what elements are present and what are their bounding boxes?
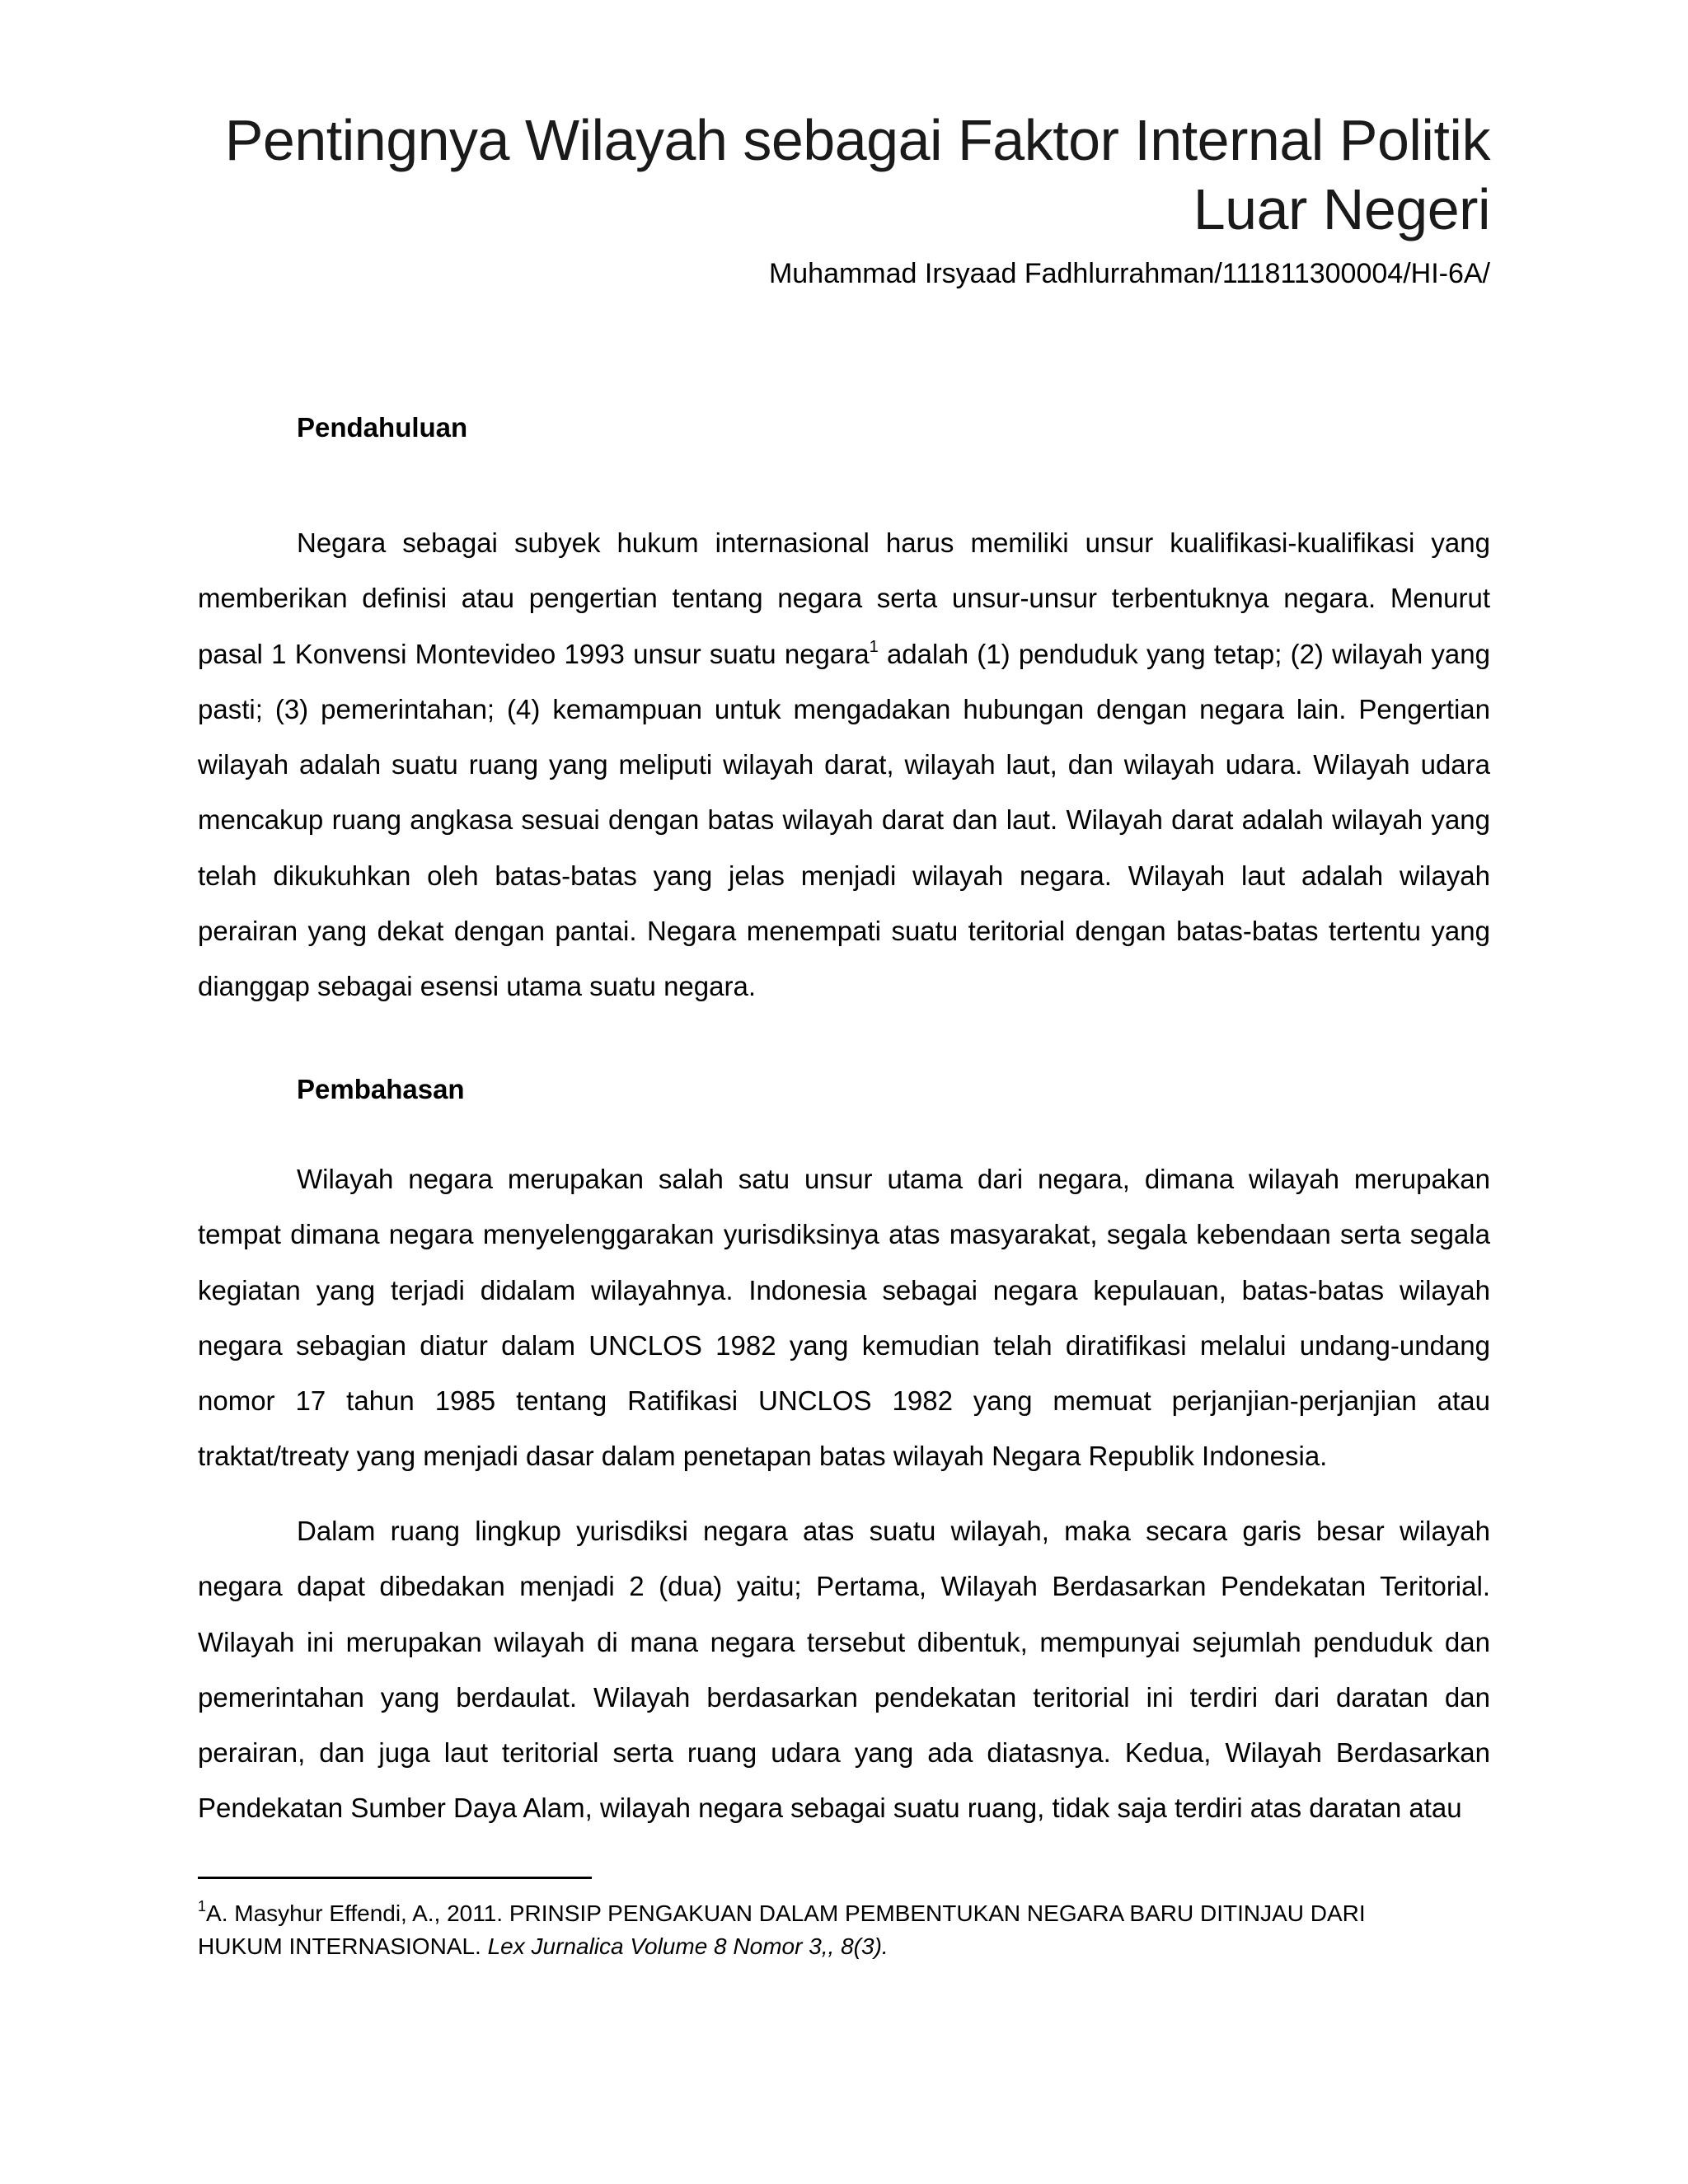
footnote-mark: 1 — [198, 1898, 207, 1915]
author-line: Muhammad Irsyaad Fadhlurrahman/111811300004/HI-6A/ — [768, 258, 1490, 289]
footnote — [198, 1897, 1442, 1963]
title-line-1: Pentingnya Wilayah sebagai Faktor Internal Politik — [224, 108, 1490, 172]
footnote-text: A. Masyhur Effendi, A., 2011. PRINSIP PENGAKUAN DALAM PEMBENTUKAN NEGARA BARU DITINJAU DARI HUKUM INTERNASIONAL. — [198, 1900, 1366, 1959]
intro-paragraph — [198, 515, 1490, 1015]
title-line-2: Luar Negeri — [1193, 177, 1490, 241]
discussion-paragraph-2: Dalam ruang lingkup yurisdiksi negara atas suatu wilayah, maka secara garis besar wilayah negara dapat dibedakan menjadi 2 (dua) yaitu; Pertama, Wilayah Berdasarkan Pendekatan Teritorial. Wilayah ini merupakan wilayah di mana negara tersebut dibentuk, mempunyai sejumlah penduduk dan pemerintahan yang berdaulat. Wilayah berdasarkan pendekatan teritorial ini terdiri dari daratan dan perairan, dan juga laut teritorial serta ruang udara yang ada diatasnya. Kedua, Wilayah Berdasarkan Pendekatan Sumber Daya Alam, wilayah negara sebagai suatu ruang, tidak saja terdiri atas daratan atau — [198, 1516, 1490, 1824]
intro-text-part-1: Negara sebagai subyek hukum internasional harus memiliki unsur kualifikasi-kualifikasi yang memberikan definisi atau pengertian tentang negara serta unsur-unsur terbentuknya negara. Menurut pasal 1 Konvensi Montevideo 1993 unsur suatu negara — [198, 527, 1490, 669]
document-title — [198, 105, 1490, 244]
footnote-separator — [198, 1877, 592, 1879]
intro-text-part-2: adalah (1) penduduk yang tetap; (2) wilayah yang pasti; (3) pemerintahan; (4) kemampuan untuk mengadakan hubungan dengan negara lain. Pengertian wilayah adalah suatu ruang yang meliputi wilayah darat, wilayah laut, dan wilayah udara. Wilayah udara mencakup ruang angkasa sesuai dengan batas wilayah darat dan laut. Wilayah darat adalah wilayah yang telah dikukuhkan oleh batas-batas yang jelas menjadi wilayah negara. Wilayah laut adalah wilayah perairan yang dekat dengan pantai. Negara menempati suatu teritorial dengan batas-batas tertentu yang dianggap sebagai esensi utama suatu negara. — [198, 638, 1490, 1002]
footnote-source: Lex Jurnalica Volume 8 Nomor 3,, 8(3). — [487, 1933, 889, 1959]
section-heading-pendahuluan: Pendahuluan — [297, 412, 468, 443]
footnote-ref-mark: 1 — [869, 637, 879, 656]
section-heading-pembahasan: Pembahasan — [297, 1074, 465, 1104]
discussion-paragraph-1: Wilayah negara merupakan salah satu unsur utama dari negara, dimana wilayah merupakan tempat dimana negara menyelenggarakan yurisdiksinya atas masyarakat, segala kebendaan serta segala kegiatan yang terjadi didalam wilayahnya. Indonesia sebagai negara kepulauan, batas-batas wilayah negara sebagian diatur dalam UNCLOS 1982 yang kemudian telah diratifikasi melalui undang-undang nomor 17 tahun 1985 tentang Ratifikasi UNCLOS 1982 yang memuat perjanjian-perjanjian atau traktat/treaty yang menjadi dasar dalam penetapan batas wilayah Negara Republik Indonesia. — [198, 1164, 1490, 1472]
